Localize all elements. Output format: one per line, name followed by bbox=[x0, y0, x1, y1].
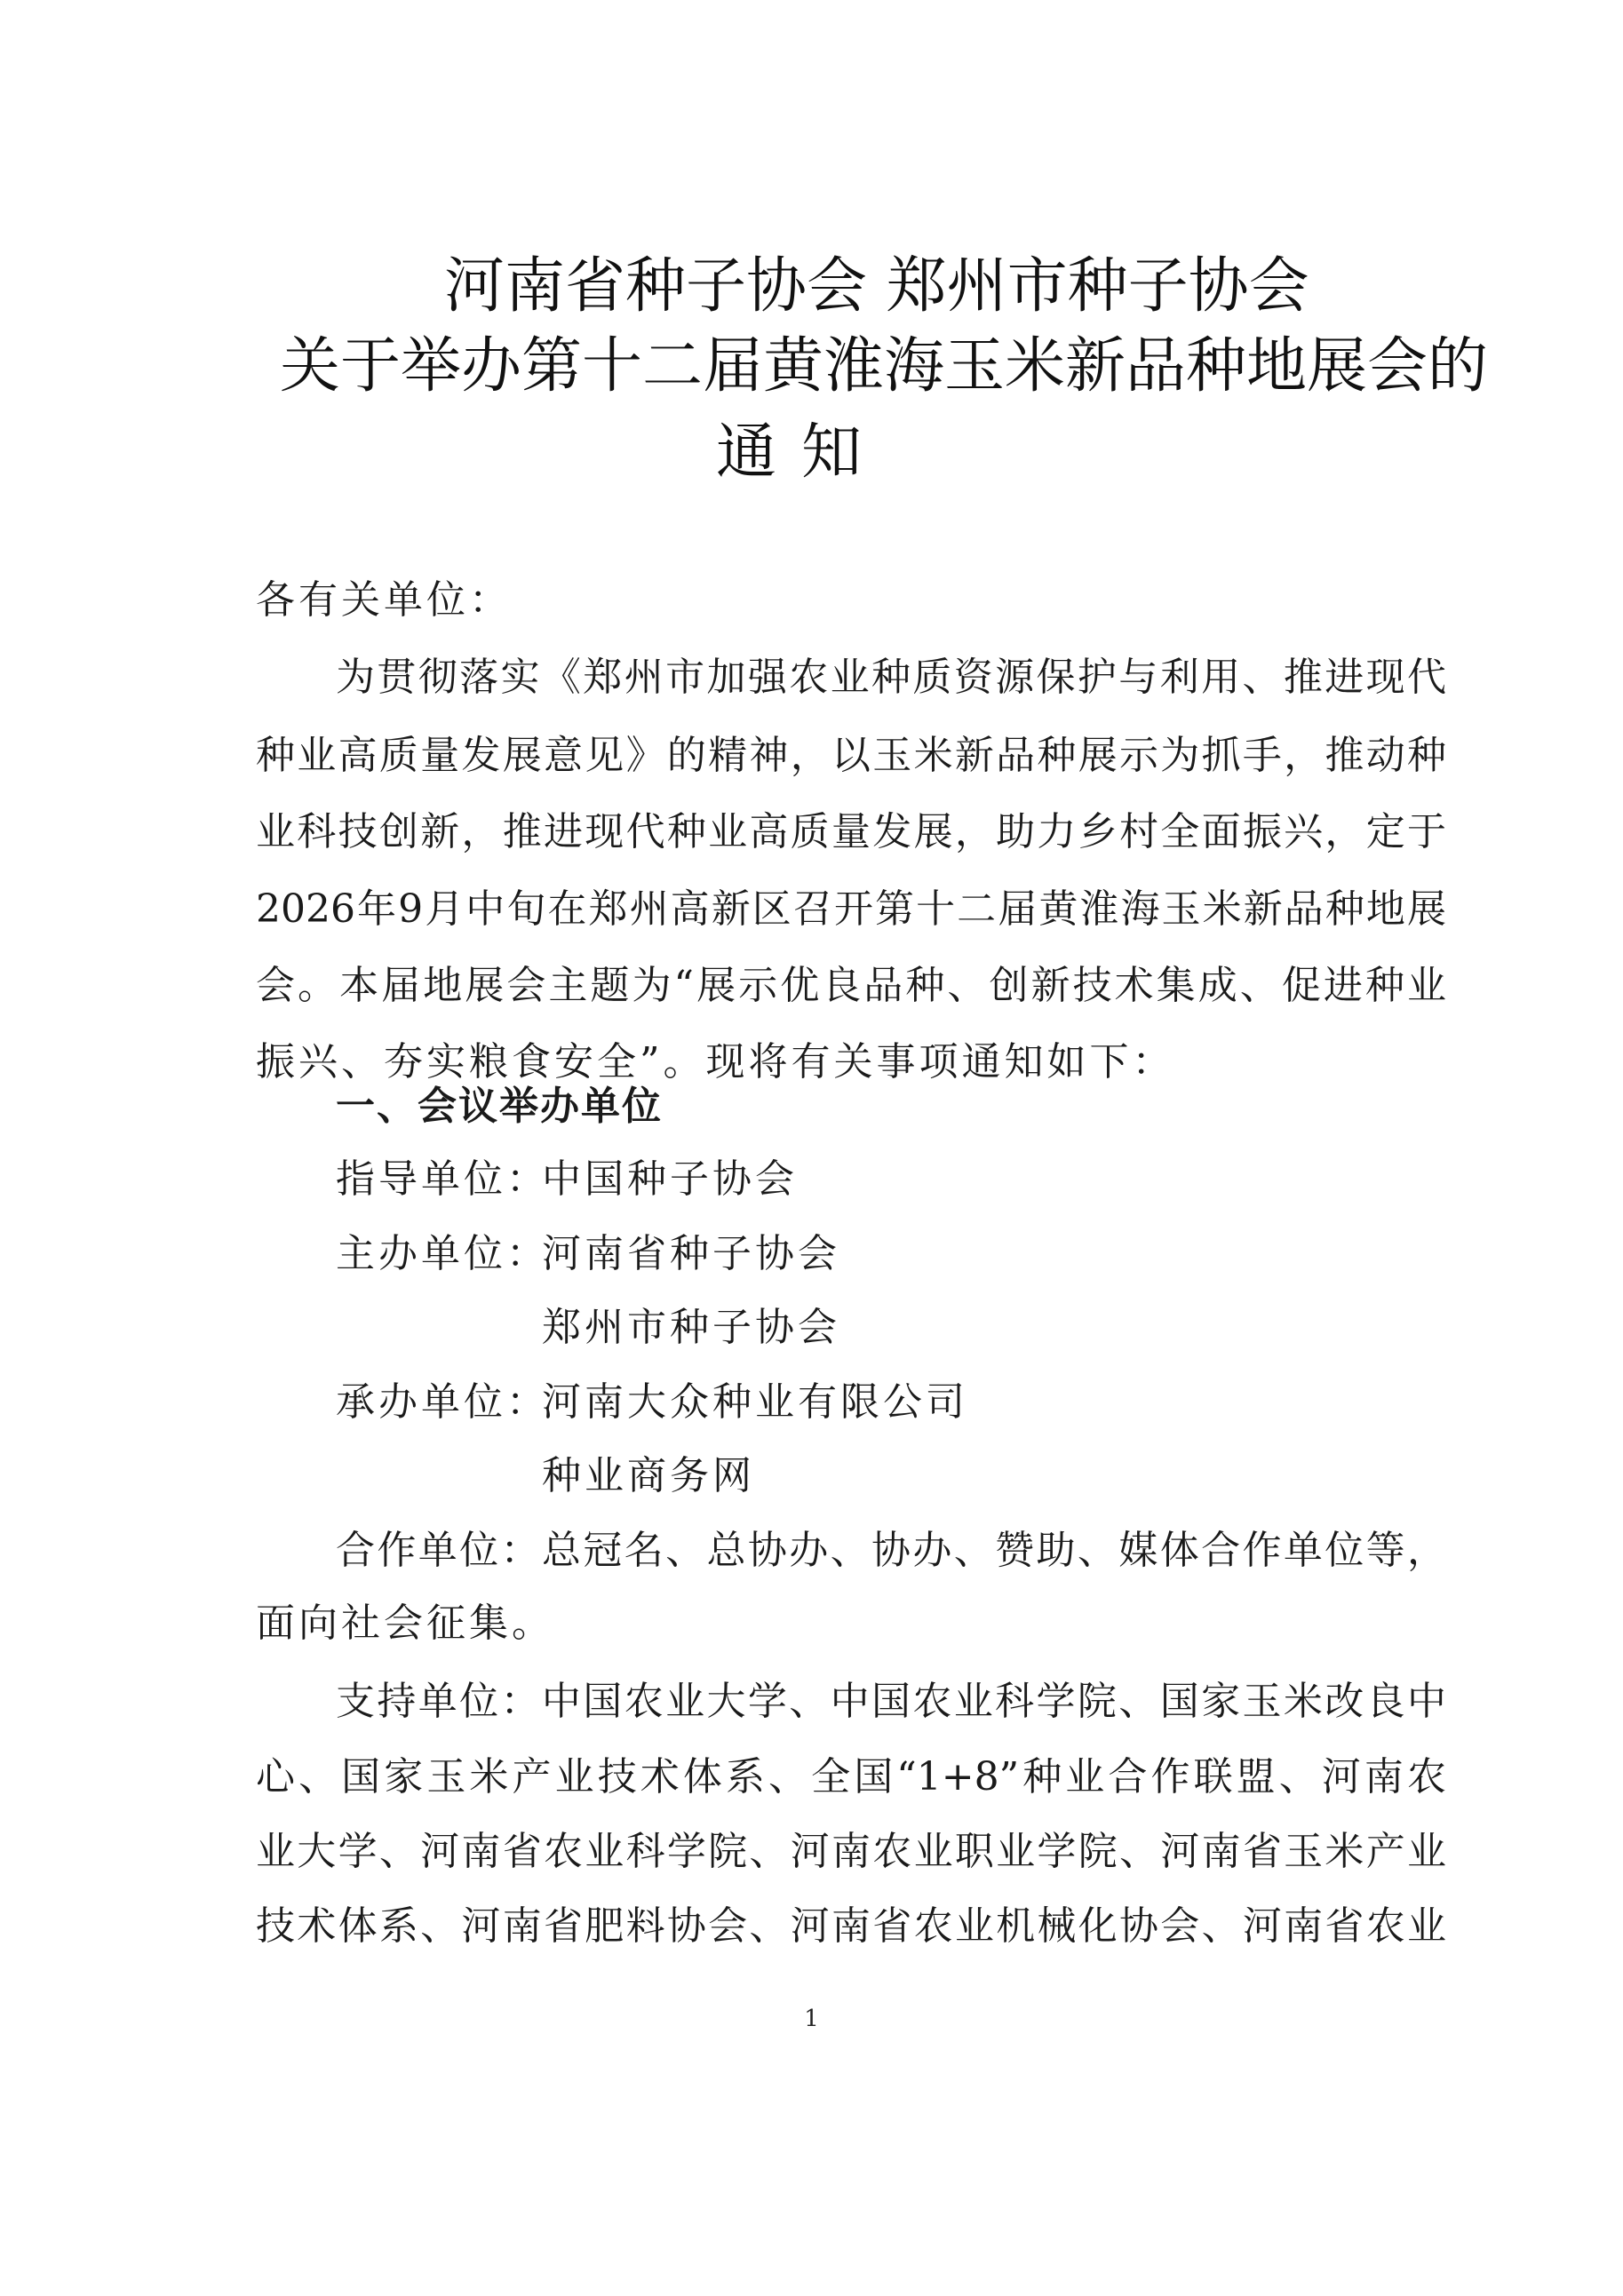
salutation: 各有关单位： bbox=[256, 577, 512, 623]
intro-line-1: 为贯彻落实《郑州市加强农业种质资源保护与利用、推进现代 bbox=[336, 655, 1446, 700]
title-line-3-notice: 通知 bbox=[716, 417, 887, 488]
guide-unit-value: 中国种子协会 bbox=[542, 1156, 798, 1202]
cooperation-line-1: 合作单位：总冠名、总协办、协办、赞助、媒体合作单位等， bbox=[336, 1528, 1446, 1573]
intro-line-2: 种业高质量发展意见》的精神，以玉米新品种展示为抓手，推动种 bbox=[256, 733, 1446, 778]
organizer-unit-1: 河南大众种业有限公司 bbox=[542, 1379, 968, 1425]
support-line-3: 业大学、河南省农业科学院、河南农业职业学院、河南省玉米产业 bbox=[256, 1829, 1446, 1874]
intro-line-5: 会。本届地展会主题为“展示优良品种、创新技术集成、促进种业 bbox=[256, 963, 1446, 1008]
cooperation-line-2: 面向社会征集。 bbox=[256, 1601, 554, 1646]
host-unit-2: 郑州市种子协会 bbox=[542, 1305, 840, 1350]
host-units-label: 主办单位： bbox=[336, 1231, 549, 1276]
support-line-2: 心、国家玉米产业技术体系、全国“1+8”种业合作联盟、河南农 bbox=[256, 1754, 1446, 1799]
guide-unit-label: 指导单位： bbox=[336, 1156, 549, 1202]
support-line-4: 技术体系、河南省肥料协会、河南省农业机械化协会、河南省农业 bbox=[256, 1903, 1446, 1949]
page-number: 1 bbox=[804, 2006, 819, 2032]
intro-line-4: 2026年9月中旬在郑州高新区召开第十二届黄淮海玉米新品种地展 bbox=[256, 886, 1446, 932]
title-line-1: 河南省种子协会 郑州市种子协会 bbox=[444, 251, 1309, 322]
organizer-units-label: 承办单位： bbox=[336, 1379, 549, 1425]
intro-line-6: 振兴、夯实粮食安全”。现将有关事项通知如下： bbox=[256, 1039, 1175, 1084]
support-line-1: 支持单位：中国农业大学、中国农业科学院、国家玉米改良中 bbox=[336, 1679, 1446, 1724]
section-1-heading: 一、会议举办单位 bbox=[336, 1084, 663, 1129]
organizer-unit-2: 种业商务网 bbox=[542, 1453, 755, 1498]
intro-line-3: 业科技创新，推进现代种业高质量发展，助力乡村全面振兴，定于 bbox=[256, 809, 1446, 854]
title-line-2: 关于举办第十二届黄淮海玉米新品种地展会的 bbox=[280, 331, 1489, 401]
host-unit-1: 河南省种子协会 bbox=[542, 1231, 840, 1276]
